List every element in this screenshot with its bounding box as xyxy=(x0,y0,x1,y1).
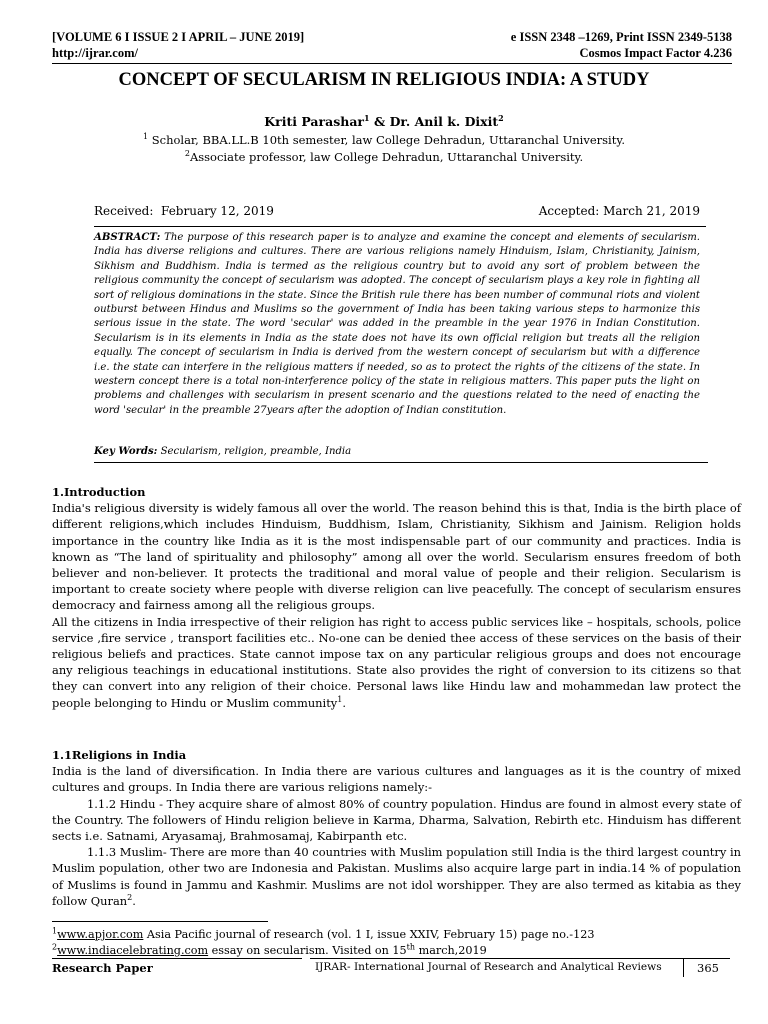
affiliation-1 xyxy=(0,133,768,147)
footer-research-paper: Research Paper xyxy=(52,961,153,975)
footnote-1-number: 1 xyxy=(52,926,58,936)
introduction-section xyxy=(52,484,741,711)
keywords-line xyxy=(94,446,351,457)
footer-separator xyxy=(683,958,684,977)
header-divider xyxy=(52,63,732,64)
religions-paragraph: India is the land of diversification. In India there are various cultures and languages as it is the country of mixed cultures and groups. In India there are various religions namely:- xyxy=(52,764,741,795)
footnote-1 xyxy=(52,928,594,941)
abstract-block xyxy=(94,231,700,418)
impact-factor: Cosmos Impact Factor 4.236 xyxy=(579,46,732,60)
religions-heading: 1.1Religions in India xyxy=(52,748,187,762)
page-number: 365 xyxy=(697,961,719,975)
footnote-ref-2[interactable]: 2 xyxy=(127,893,133,903)
journal-url[interactable]: http://ijrar.com/ xyxy=(52,46,138,60)
received-date: Received: February 12, 2019 xyxy=(94,204,274,218)
footnote-ref-1[interactable]: 1 xyxy=(337,694,343,704)
introduction-heading: 1.Introduction xyxy=(52,485,146,499)
accepted-date: Accepted: March 21, 2019 xyxy=(538,204,700,218)
keywords-text: Secularism, religion, preamble, India xyxy=(157,446,352,457)
introduction-paragraph-2-end: . xyxy=(342,695,347,710)
footnote-2 xyxy=(52,944,487,957)
muslim-paragraph-text: 1.1.3 Muslim- There are more than 40 countries with Muslim population still India is the third largest country in Muslim population, other two are Indonesia and Pakistan. Muslims also acquire large part in india.14 % of population of Muslims is found in Jammu and Kashmir. Muslims are not idol worshipper. They are also termed as kitabia as they follow Quran xyxy=(52,845,741,908)
author-2: Dr. Anil k. Dixit xyxy=(389,114,499,129)
footer-rule-right xyxy=(310,958,730,959)
hindu-paragraph: 1.1.2 Hindu - They acquire share of almost 80% of country population. Hindus are found in almost every state of the Country. The followers of Hindu religion believe in Karma, Dharma, Salvation, Rebirth etc. Hinduism has different sects i.e. Satnami, Aryasamaj, Brahmosamaj, Kabirpanth etc. xyxy=(52,796,741,844)
affiliation-2-sup: 2 xyxy=(184,149,190,159)
muslim-paragraph xyxy=(52,844,741,909)
author-separator: & xyxy=(369,114,390,129)
footnote-2-link[interactable]: www.indiacelebrating.com xyxy=(57,944,209,957)
muslim-paragraph-end: . xyxy=(132,893,136,908)
introduction-paragraph-2-text: All the citizens in India irrespective of their religion has right to access public services like – hospitals, schools, police service ,fire service , transport facilities etc.. No-one can be denied thee access of these services on the basis of their religious beliefs and practices. State cannot impose tax on any particular religious groups and does not encourage any religious teachings in educational institutions. State also provides the right of conversion to its citizens so that they can convert into any religion of their choice. Personal laws like Hindu law and mohammedan law protect the people belonging to Hindu or Muslim community xyxy=(52,614,741,710)
author-2-sup: 2 xyxy=(498,112,504,123)
affiliation-2 xyxy=(0,150,768,164)
religions-section xyxy=(52,747,741,909)
footnote-2-text: essay on secularism. Visited on 15 xyxy=(208,944,407,957)
introduction-paragraph-2 xyxy=(52,614,741,711)
abstract-label: ABSTRACT: xyxy=(94,232,161,243)
footnote-2-end: march,2019 xyxy=(415,944,487,957)
keywords-bottom-rule xyxy=(94,462,708,463)
footnote-2-sup: th xyxy=(406,942,416,952)
issn-info: e ISSN 2348 –1269, Print ISSN 2349-5138 xyxy=(510,30,732,44)
abstract-text: The purpose of this research paper is to analyze and examine the concept and elements of secularism. India has diverse religions and cultures. There are various religions namely Hinduism, Islam, Christianity, Jainism, Sikhism and Buddhism. India is termed as the religious country but to avoid any sort of problem between the religious community the concept of secularism was adopted. The concept of secularism plays a key role in fighting all sort of religious dominations in the state. Since the British rule there has been number of communal riots and violent outburst between Hindus and Muslims so the government of India has been taking various steps to harmonize this serious issue in the state. The word 'secular' was added in the preamble in the year 1976 in Indian Constitution. Secularism is in its elements in India as the state does not have its own official religion but treats all the religion equally. The concept of secularism in India is derived from the western concept of secularism but with a difference i.e. the state can interfere in the religious matters if needed, so as to protect the rights of the citizens of the state. In western concept there is a total non-interference policy of the state in religious matters. This paper puts the light on problems and challenges with secularism in present scenario and the questions related to the need of enacting the word 'secular' in the preamble 27years after the adoption of Indian constitution. xyxy=(94,232,700,416)
footnote-2-number: 2 xyxy=(52,942,58,952)
footnote-1-link[interactable]: www.apjor.com xyxy=(57,928,144,941)
footnote-divider xyxy=(52,921,268,922)
author-line xyxy=(0,114,768,129)
footer-rule-left xyxy=(52,958,302,959)
abstract-top-rule xyxy=(94,226,706,227)
affiliation-1-text: Scholar, BBA.LL.B 10th semester, law College Dehradun, Uttaranchal University. xyxy=(148,133,625,147)
footnote-1-text: Asia Pacific journal of research (vol. 1 I, issue XXIV, February 15) page no.-123 xyxy=(143,928,595,941)
author-1: Kriti Parashar xyxy=(264,114,365,129)
volume-info: [VOLUME 6 I ISSUE 2 I APRIL – JUNE 2019] xyxy=(52,30,305,44)
footer-journal-name: IJRAR- International Journal of Research and Analytical Reviews xyxy=(315,961,662,973)
affiliation-1-sup: 1 xyxy=(143,132,149,142)
introduction-paragraph-1: India's religious diversity is widely famous all over the world. The reason behind this is that, India is the birth place of different religions,which includes Hinduism, Buddhism, Islam, Christianity, Sikhism and Jainism. Religion holds importance in the country like India as it is the most indispensable part of our community and practices. India is known as “The land of spirituality and philosophy” among all over the world. Secularism ensures freedom of both believer and non-believer. It protects the traditional and moral value of people and their religion. Secularism is important to create society where people with diverse religion can live peacefully. The concept of secularism ensures democracy and fairness among all the religious groups. xyxy=(52,501,741,613)
keywords-label: Key Words: xyxy=(94,446,158,457)
author-1-sup: 1 xyxy=(364,112,370,123)
paper-title: CONCEPT OF SECULARISM IN RELIGIOUS INDIA: A STUDY xyxy=(118,70,650,90)
affiliation-2-text: Associate professor, law College Dehradun, Uttaranchal University. xyxy=(189,150,584,164)
